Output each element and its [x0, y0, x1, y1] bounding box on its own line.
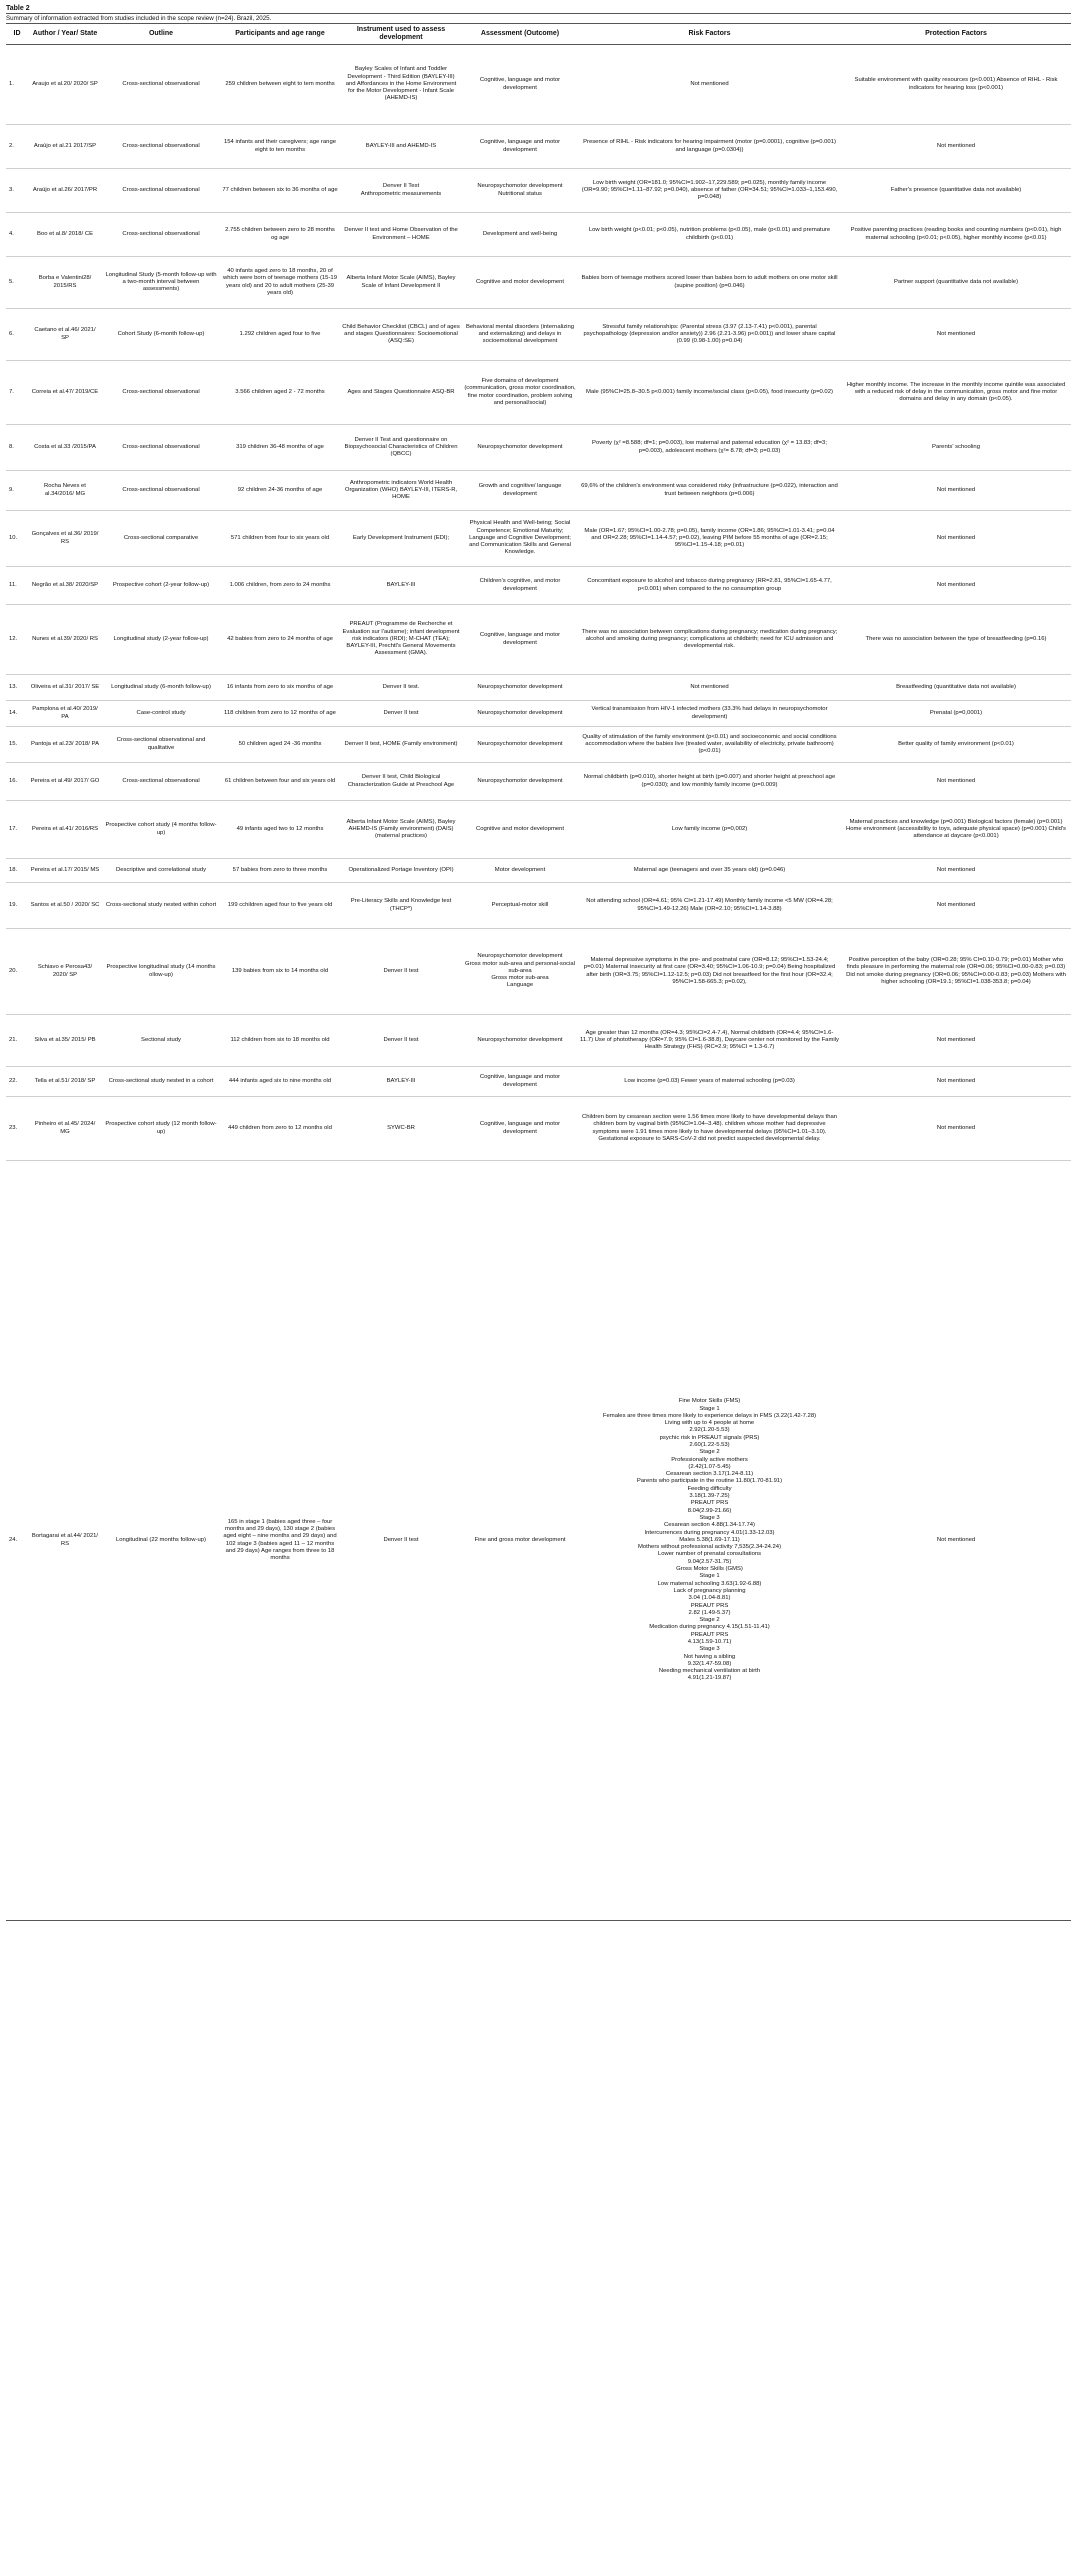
table-row — [6, 1015, 1071, 1067]
cell-risk: Low income (p=0.03) Fewer years of maternal schooling (p=0.03) — [578, 1067, 841, 1097]
header-author: Author / Year/ State — [28, 24, 102, 45]
cell-participants: 118 children from zero to 12 months of age — [220, 701, 340, 727]
cell-author: Santos et al.50 / 2020/ SC — [28, 883, 102, 929]
cell-risk: Age greater than 12 months (OR=4.3; 95%CI=2.4-7.4), Normal childbirth (OR=4.4; 95%CI=1.6-11.7) Use of phototherapy (OR=7.9; 95% CI=1.6-38.8), Daycare center not monitored by the Family Health Strategy (FHS) (RC=2.9; 95%CI = 1.3-6.7) — [578, 1015, 841, 1067]
cell-line: Stage 2 — [699, 1617, 720, 1624]
cell-author: Borba e Valentini28/ 2015/RS — [28, 257, 102, 309]
cell-instrument: PREAUT (Programme de Recherche et Evaluation sur l'autisme); infant development risk indicators (IRDI); M-CHAT (TEA); BAYLEY-III, Prechtl's General Movements Assessment (GMA). — [340, 605, 462, 675]
cell-id: 8. — [6, 425, 28, 471]
cell-id: 9. — [6, 471, 28, 511]
cell-protection: Positive perception of the baby (OR=0.28; 95% CI=0.10-0.79; p=0.01) Mother who finds pleasure in performing the maternal role (OR=0.06; 95%CI=0.00-0.83; p=0.03) Did not smoke during pregnancy (OR=0.06; 95%CI=0.00-0.83; p=0.03) Mothers with higher schooling (OR=19.1; 95%CI=1.038-353.8; p=0.04) — [841, 929, 1071, 1015]
cell-line: Anthropometric measurements — [360, 190, 442, 197]
cell-line: Nutritional status — [498, 190, 542, 197]
cell-risk — [578, 1161, 841, 1921]
cell-protection: Not mentioned — [841, 471, 1071, 511]
header-risk: Risk Factors — [578, 24, 841, 45]
cell-protection: Higher monthly income. The increase in the monthly income quintile was associated with a reduced risk of delay in the communication, gross motor and fine motor domains and delay in any domain (p<0.05). — [841, 361, 1071, 425]
cell-line: 4.91(1.21-19.87) — [687, 1675, 732, 1682]
cell-line: Stage 3 — [699, 1514, 720, 1521]
cell-author: Pantoja et al.23/ 2018/ PA — [28, 727, 102, 763]
cell-instrument: Denver II test, Child Biological Characterization Guide at Preschool Age — [340, 763, 462, 801]
cell-author: Araújo et al.21 2017/SP — [28, 125, 102, 169]
cell-author: Pamplona et al.40/ 2019/ PA — [28, 701, 102, 727]
cell-line: PREAUT PRS — [690, 1500, 729, 1507]
cell-line: Living with up to 4 people at home — [664, 1420, 755, 1427]
cell-instrument: Alberta Infant Motor Scale (AIMS), Bayley Scale of Infant Development II — [340, 257, 462, 309]
cell-outcome: Neuropsychomotor development — [462, 675, 578, 701]
cell-protection: Suitable environment with quality resources (p<0.001) Absence of RIHL - Risk indicators for hearing loss (p<0.001) — [841, 45, 1071, 125]
cell-instrument: Denver II test — [340, 701, 462, 727]
cell-protection: Positive parenting practices (reading books and counting numbers (p<0.01), high maternal schooling (p<0.01; p<0.05), higher monthly income (p<0.01) — [841, 213, 1071, 257]
cell-instrument: Alberta Infant Motor Scale (AIMS), Bayley AHEMD-IS (Family environment) (DAIS) (maternal practices) — [340, 801, 462, 859]
cell-risk: Male (OR=1.67; 95%CI=1.00-2.78; p=0.05), family income (OR=1.86; 95%CI=1.01-3.41; p=0.04 and OR=2.28; 95%CI=1.14-4.57; p=0.02), leaving PIM before 55 months of age (OR=2.15; 95%CI=1.15-4.18; p=0.01) — [578, 511, 841, 567]
cell-id: 7. — [6, 361, 28, 425]
cell-id: 13. — [6, 675, 28, 701]
table-row — [6, 859, 1071, 883]
cell-risk: Not attending school (OR=4.61; 95% CI=1.21-17.49) Monthly family income <5 MW (OR=4.28; 95%CI=1.49-12.26) Male (OR=2.10; 95%CI=1.14-3.88) — [578, 883, 841, 929]
table-row — [6, 425, 1071, 471]
cell-outcome: Motor development — [462, 859, 578, 883]
cell-line: 9.32(1.47-59.08) — [687, 1660, 732, 1667]
cell-author: Nunes et al.39/ 2020/ RS — [28, 605, 102, 675]
cell-participants: 57 babies from zero to three months — [220, 859, 340, 883]
table-row — [6, 125, 1071, 169]
cell-line: Males 5.38(1.69-17.11) — [679, 1536, 740, 1543]
cell-protection: Prenatal (p=0,0001) — [841, 701, 1071, 727]
cell-outcome: Cognitive, language and motor development — [462, 125, 578, 169]
review-table — [6, 23, 1071, 1921]
cell-line: Feeding difficulty — [687, 1485, 732, 1492]
cell-instrument: BAYLEY-III and AHEMD-IS — [340, 125, 462, 169]
cell-protection: Parents' schooling — [841, 425, 1071, 471]
cell-risk: Poverty (χ² =8.588; df=1; p=0.003), low maternal and paternal education (χ² = 13.83; df=3; p=0.003), adolescent mothers (χ²= 8.78; df=3; p=0.03) — [578, 425, 841, 471]
cell-id: 2. — [6, 125, 28, 169]
cell-participants: 1.006 children, from zero to 24 months — [220, 567, 340, 605]
cell-line: Cesarean section 3.17(1.24-8.11) — [665, 1471, 754, 1478]
cell-protection: Breastfeeding (quantitative data not available) — [841, 675, 1071, 701]
cell-protection: Not mentioned — [841, 763, 1071, 801]
cell-line: Parents who participate in the routine 11.80(1.70-81.91) — [636, 1478, 783, 1485]
table-row — [6, 605, 1071, 675]
header-id: ID — [6, 24, 28, 45]
cell-line: Stage 1 — [699, 1573, 720, 1580]
cell-id: 6. — [6, 309, 28, 361]
cell-id: 4. — [6, 213, 28, 257]
cell-outcome: Neuropsychomotor development — [462, 1015, 578, 1067]
cell-instrument: BAYLEY-III — [340, 1067, 462, 1097]
cell-line: Gross motor sub-area — [491, 975, 549, 982]
cell-line: Intercurrences during pregnancy 4.01(1.33-12.03) — [644, 1529, 775, 1536]
cell-line: 2.60(1.22-5.53) — [689, 1441, 730, 1448]
cell-protection: There was no association between the type of breastfeeding (p=0.16) — [841, 605, 1071, 675]
cell-author: Silva et al.35/ 2015/ PB — [28, 1015, 102, 1067]
cell-instrument: Denver II Test and questionnaire on Biopsychosocial Characteristics of Children (QBCC) — [340, 425, 462, 471]
cell-outline: Cross-sectional study nested in a cohort — [102, 1067, 220, 1097]
cell-line: 3.04 (1.04-8.81) — [688, 1595, 731, 1602]
cell-line: psychic risk in PREAUT signals (PRS) — [659, 1434, 760, 1441]
cell-line: Cesarean section 4.88(1.34-17.74) — [663, 1522, 756, 1529]
cell-id: 17. — [6, 801, 28, 859]
cell-participants: 49 infants aged two to 12 months — [220, 801, 340, 859]
cell-participants: 50 children aged 24 -36 months — [220, 727, 340, 763]
cell-id: 10. — [6, 511, 28, 567]
cell-outcome: Five domains of development (communication, gross motor coordination, fine motor coordination, problem solving and personal/social) — [462, 361, 578, 425]
cell-outcome: Physical Health and Well-being; Social Competence; Emotional Maturity; Language and Cognitive Development; and Communication Skills and General Knowledge. — [462, 511, 578, 567]
cell-author: Costa et al.33 /2015/PA — [28, 425, 102, 471]
header-instrument: Instrument used to assess development — [340, 24, 462, 45]
cell-instrument: BAYLEY-III — [340, 567, 462, 605]
cell-id: 22. — [6, 1067, 28, 1097]
table-row — [6, 169, 1071, 213]
cell-outcome: Perceptual-motor skill — [462, 883, 578, 929]
cell-line: Low maternal schooling 3.63(1.92-6.88) — [657, 1580, 762, 1587]
cell-id: 16. — [6, 763, 28, 801]
cell-risk: Babies born of teenage mothers scored lower than babies born to adult mothers on one motor skill (supine position) (p=0.046) — [578, 257, 841, 309]
cell-id: 20. — [6, 929, 28, 1015]
cell-participants: 444 infants aged six to nine months old — [220, 1067, 340, 1097]
cell-instrument: Denver II test — [340, 1161, 462, 1921]
cell-instrument — [340, 169, 462, 213]
table-row — [6, 567, 1071, 605]
cell-protection: Not mentioned — [841, 511, 1071, 567]
cell-outline: Cross-sectional observational — [102, 471, 220, 511]
cell-id: 21. — [6, 1015, 28, 1067]
cell-outcome: Neuropsychomotor development — [462, 727, 578, 763]
cell-author: Rocha Neves et al.34/2016/ MG — [28, 471, 102, 511]
cell-outcome: Growth and cognitive/ language development — [462, 471, 578, 511]
cell-outline: Cohort Study (6-month follow-up) — [102, 309, 220, 361]
table-row — [6, 257, 1071, 309]
cell-risk: Presence of RIHL - Risk indicators for hearing impairment (motor (p=0.0001), cognitive (p=0.001) and language (p=0.0304)) — [578, 125, 841, 169]
cell-id: 18. — [6, 859, 28, 883]
cell-outcome: Cognitive, language and motor development — [462, 1097, 578, 1161]
cell-risk: Maternal age (teenagers and over 35 years old) (p=0.046) — [578, 859, 841, 883]
cell-risk: Stressful family relationships: (Parental stress (3.97 (2.13-7.41) p<0.001), parental psychopathology (depression and/or anxiety)) 2.96 (2.21-3.96) p<0.001)) and lower share capital (0.99 (0.98-1.00) p=0.04) — [578, 309, 841, 361]
cell-protection: Partner support (quantitative data not available) — [841, 257, 1071, 309]
table-row — [6, 675, 1071, 701]
cell-outcome: Neuropsychomotor development — [462, 763, 578, 801]
cell-author: Caetano et al.46/ 2021/ SP — [28, 309, 102, 361]
cell-participants: 319 children 36-48 months of age — [220, 425, 340, 471]
cell-outline: Prospective longitudinal study (14 months ollow-up) — [102, 929, 220, 1015]
table-row — [6, 801, 1071, 859]
cell-participants: 165 in stage 1 (babies aged three – four months and 29 days), 130 stage 2 (babies aged eight – nine months and 29 days) and 102 stage 3 (babies aged 11 – 12 months and 29 days) Age ranges from three to 18 months — [220, 1161, 340, 1921]
cell-outline: Descriptive and correlational study — [102, 859, 220, 883]
cell-instrument: Denver II test — [340, 929, 462, 1015]
cell-outline: Prospective cohort (2-year follow-up) — [102, 567, 220, 605]
cell-line: Fine Motor Skills (FMS) — [678, 1398, 741, 1405]
cell-outline: Cross-sectional observational and qualitative — [102, 727, 220, 763]
cell-line: Professionally active mothers — [671, 1456, 748, 1463]
cell-author: Pinheiro et al.45/ 2024/ MG — [28, 1097, 102, 1161]
header-outcome: Assessment (Outcome) — [462, 24, 578, 45]
cell-participants: 2.755 children between zero to 28 months og age — [220, 213, 340, 257]
cell-risk: Quality of stimulation of the family environment (p<0.01) and socioeconomic and social conditions accommodation where the babies live (treated water, availability of electricity, private bathroom) (p<0.01) — [578, 727, 841, 763]
cell-outcome: Neuropsychomotor development — [462, 701, 578, 727]
cell-outcome — [462, 169, 578, 213]
cell-protection: Better quality of family environment (p<0.01) — [841, 727, 1071, 763]
table-row — [6, 763, 1071, 801]
cell-participants: 16 infants from zero to six months of age — [220, 675, 340, 701]
header-participants: Participants and age range — [220, 24, 340, 45]
table-row — [6, 511, 1071, 567]
cell-outline: Longitudinal (22 months follow-up) — [102, 1161, 220, 1921]
cell-line: 9.04(2.57-31.75) — [687, 1558, 732, 1565]
cell-outline: Cross-sectional observational — [102, 361, 220, 425]
cell-line: 2.82 (1.49-5.37) — [688, 1609, 731, 1616]
cell-risk: Not mentioned — [578, 675, 841, 701]
cell-author: Pereira et al.49/ 2017/ GO — [28, 763, 102, 801]
cell-instrument: Anthropometric indicators World Health Organization (WHO) BAYLEY-III, ITERS-R, HOME — [340, 471, 462, 511]
cell-risk: Low birth weight (p<0.01; p<0.05), nutrition problems (p<0.05), male (p<0.01) and premature childbirth (p<0.01) — [578, 213, 841, 257]
cell-outline: Prospective cohort study (4 months follow-up) — [102, 801, 220, 859]
cell-instrument: Denver II test, HOME (Family environment) — [340, 727, 462, 763]
cell-line: 2.92(1.20-5.53) — [689, 1427, 730, 1434]
cell-id: 14. — [6, 701, 28, 727]
cell-outcome: Development and well-being — [462, 213, 578, 257]
cell-id: 24. — [6, 1161, 28, 1921]
cell-risk: Low birth weight (OR=181.0; 95%CI=1.902–17,229.589; p=0.025), monthly family income (OR=9.90; 95%CI=1.11–87.92; p=0.040), absence of father (OR=34.51; 95%CI=1.033–1,153.490, p=0.048) — [578, 169, 841, 213]
table-caption: Summary of information extracted from studies included in the scope review (n=24). Brazil, 2025. — [6, 13, 1071, 23]
cell-outline: Cross-sectional observational — [102, 125, 220, 169]
cell-risk: Not mentioned — [578, 45, 841, 125]
cell-outline: Longitudinal study (6-month follow-up) — [102, 675, 220, 701]
cell-participants: 1.292 children aged four to five — [220, 309, 340, 361]
cell-participants: 40 infants aged zero to 18 months, 20 of which were born of teenage mothers (15-19 years old) and 20 to adult mothers (25-39 years old) — [220, 257, 340, 309]
cell-participants: 92 children 24-36 months of age — [220, 471, 340, 511]
cell-line: Language — [506, 982, 534, 989]
cell-instrument: Denver II test. — [340, 675, 462, 701]
cell-line: 8.04(2.99-21.66) — [687, 1507, 732, 1514]
cell-line: PREAUT PRS — [690, 1602, 729, 1609]
cell-line: Gross motor sub-area and personal-social sub-area — [464, 960, 575, 974]
cell-outcome: Cognitive, language and motor development — [462, 45, 578, 125]
cell-risk: There was no association between complications during pregnancy; medication during pregnancy; alcohol and smoking during pregnancy; complications at childbirth; need for ICU admission and developmental risk. — [578, 605, 841, 675]
cell-outcome: Cognitive and motor development — [462, 257, 578, 309]
cell-risk: 69,6% of the children's environment was considered risky (infrastructure (p=0.022), interaction and trust between neighbors (p=0.006) — [578, 471, 841, 511]
cell-author: Araujo et al.20/ 2020/ SP — [28, 45, 102, 125]
cell-protection: Not mentioned — [841, 1097, 1071, 1161]
cell-line: Needing mechanical ventilation at birth — [658, 1668, 761, 1675]
cell-line: 3.18(1.39-7.25) — [689, 1493, 730, 1500]
table-row — [6, 213, 1071, 257]
cell-protection: Father's presence (quantitative data not available) — [841, 169, 1071, 213]
cell-risk: Low family income (p=0,002) — [578, 801, 841, 859]
cell-outcome: Behavioral mental disorders (internalizing and externalizing) and delays in socioemotional development — [462, 309, 578, 361]
cell-outline: Sectional study — [102, 1015, 220, 1067]
cell-outline: Cross-sectional observational — [102, 763, 220, 801]
cell-line: Not having a sibling — [683, 1653, 736, 1660]
cell-line: Females are three times more likely to experience delays in FMS (3.22(1.42-7.28) — [602, 1412, 817, 1419]
cell-instrument: Child Behavior Checklist (CBCL) and of ages and stages Questionnaires: Socioemotional (ASQ:SE) — [340, 309, 462, 361]
table-label: Table 2 — [6, 5, 30, 12]
cell-outline: Case-control study — [102, 701, 220, 727]
cell-outcome: Fine and gross motor development — [462, 1161, 578, 1921]
cell-participants: 139 babies from six to 14 months old — [220, 929, 340, 1015]
cell-line: Stage 3 — [699, 1646, 720, 1653]
cell-instrument: Early Development Instrument (EDI); — [340, 511, 462, 567]
cell-line: Stage 1 — [699, 1405, 720, 1412]
cell-author: Pereira et al.17/ 2015/ MS — [28, 859, 102, 883]
table-row — [6, 727, 1071, 763]
cell-id: 11. — [6, 567, 28, 605]
cell-protection: Maternal practices and knowledge (p=0.001) Biological factors (female) (p=0.001) Home environment (accessibility to toys, adequate physical space) (p=0.001) Child's attendance at daycare (p<0.001) — [841, 801, 1071, 859]
cell-author: Schiavo e Perosa43/ 2020/ SP — [28, 929, 102, 1015]
cell-protection: Not mentioned — [841, 1015, 1071, 1067]
table-row — [6, 471, 1071, 511]
cell-author: Oliveira et al.31/ 2017/ SE — [28, 675, 102, 701]
cell-id: 19. — [6, 883, 28, 929]
cell-author: Araújo et al.26/ 2017/PR — [28, 169, 102, 213]
cell-line: Gross Motor Skills (GMS) — [676, 1566, 743, 1573]
cell-outcome: Children's cognitive, and motor development — [462, 567, 578, 605]
cell-id: 3. — [6, 169, 28, 213]
cell-line: PREAUT PRS — [690, 1631, 729, 1638]
cell-line: (2.42(1.07-5.45) — [688, 1463, 731, 1470]
cell-participants: 154 infants and their caregivers; age range eight to ten months — [220, 125, 340, 169]
cell-id: 15. — [6, 727, 28, 763]
cell-outline: Cross-sectional observational — [102, 425, 220, 471]
cell-outline: Longitudinal Study (5-month follow-up with a two-month interval between assessments) — [102, 257, 220, 309]
cell-author: Negrão et al.38/ 2020/SP — [28, 567, 102, 605]
cell-risk: Vertical transmission from HIV-1 infected mothers (33.3% had delays in neuropsychomotor development) — [578, 701, 841, 727]
cell-protection: Not mentioned — [841, 125, 1071, 169]
cell-line: 4.13(1.59-10.71) — [687, 1639, 732, 1645]
header-outline: Outline — [102, 24, 220, 45]
cell-participants: 3.566 children aged 2 - 72 months — [220, 361, 340, 425]
cell-risk: Male (95%CI=25.8–30.5 p<0.001) family income/social class (p<0.05), food insecurity (p=0.02) — [578, 361, 841, 425]
cell-outline: Cross-sectional observational — [102, 45, 220, 125]
cell-line: Neuropsychomotor development — [477, 183, 563, 190]
cell-participants: 571 children from four to six years old — [220, 511, 340, 567]
cell-participants: 259 children between eight to tem months — [220, 45, 340, 125]
table-row — [6, 309, 1071, 361]
cell-protection: Not mentioned — [841, 309, 1071, 361]
cell-participants: 112 children from six to 18 months old — [220, 1015, 340, 1067]
table-body — [6, 45, 1071, 1921]
cell-risk: Normal childbirth (p=0.010), shorter height at birth (p=0.007) and shorter height at preschool age (p=0.030); and low monthly family income (p=0.009) — [578, 763, 841, 801]
cell-outcome: Cognitive, language and motor development — [462, 1067, 578, 1097]
cell-risk: Concomitant exposure to alcohol and tobacco during pregnancy (RR=2.81, 95%CI=1.65-4.77, p<0.001) when compared to the no consumption group — [578, 567, 841, 605]
cell-author: Tella et al.51/ 2018/ SP — [28, 1067, 102, 1097]
cell-outline: Cross-sectional study nested within cohort — [102, 883, 220, 929]
table-row — [6, 701, 1071, 727]
table-row — [6, 1161, 1071, 1921]
table-row — [6, 929, 1071, 1015]
cell-risk: Maternal depressive symptoms in the pre- and postnatal care (OR=8.12; 95%CI=1.53-24.4; p=0.01) Maternal insecurity at first care (OR=3.40; 95%CI=1.06-10.9; p=0.04) Being hospitalized after birth (OR=3.75; 95%CI=1.12-12.5; p=0.03) Did not breastfeed for the first hour (OR=32.4; 95%CI=1.58-665.3; p=0.02), — [578, 929, 841, 1015]
cell-author: Correia et al.47/ 2019/CE — [28, 361, 102, 425]
cell-outline: Longitudinal study (2-year follow-up) — [102, 605, 220, 675]
cell-instrument: Denver II test — [340, 1015, 462, 1067]
cell-participants: 199 cchildren aged four to five years old — [220, 883, 340, 929]
table-row — [6, 1097, 1071, 1161]
cell-instrument: Pre-Literacy Skills and Knowledge test (THCP*) — [340, 883, 462, 929]
cell-outcome: Neuropsychomotor development — [462, 425, 578, 471]
table-row — [6, 45, 1071, 125]
cell-outline: Cross-sectional observational — [102, 213, 220, 257]
cell-risk: Children born by cesarean section were 1.56 times more likely to have developmental delays than children born by vaginal birth (95%CI=1.04–3.48). children whose mother had depressive symptoms were 1.91 times more likely to have developmental delays (95%CI=1.01–3.10). Gestational exposure to SARS-CoV-2 did not predict suspected developmental delay. — [578, 1097, 841, 1161]
table-header-row — [6, 24, 1071, 45]
cell-outcome: Cognitive and motor development — [462, 801, 578, 859]
cell-outcome: Cognitive, language and motor development — [462, 605, 578, 675]
cell-line: Denver II Test — [382, 183, 420, 190]
table-row — [6, 883, 1071, 929]
cell-protection: Not mentioned — [841, 1067, 1071, 1097]
table-row — [6, 361, 1071, 425]
cell-author: Pereira et al.41/ 2016/RS — [28, 801, 102, 859]
cell-instrument: Ages and Stages Questionnaire ASQ-BR — [340, 361, 462, 425]
cell-author: Gonçalves et al.36/ 2019/ RS — [28, 511, 102, 567]
cell-participants: 77 children between six to 36 months of age — [220, 169, 340, 213]
cell-protection: Not mentioned — [841, 567, 1071, 605]
cell-line: Medication during pregnancy 4.15(1.51-11.41) — [649, 1624, 770, 1631]
cell-line: Stage 2 — [699, 1449, 720, 1456]
cell-id: 5. — [6, 257, 28, 309]
cell-outcome — [462, 929, 578, 1015]
cell-outline: Cross-sectional comparative — [102, 511, 220, 567]
cell-id: 12. — [6, 605, 28, 675]
cell-outline: Prospective cohort study (12 month follow-up) — [102, 1097, 220, 1161]
cell-participants: 449 children from zero to 12 months old — [220, 1097, 340, 1161]
cell-instrument: Bayley Scales of Infant and Toddler Development - Third Edition (BAYLEY-III) and Affordances in the Home Environment for the Motor Development - Infant Scale (AHEMD-IS) — [340, 45, 462, 125]
cell-protection: Not mentioned — [841, 883, 1071, 929]
cell-author: Boo et al.8/ 2018/ CE — [28, 213, 102, 257]
cell-protection: Not mentioned — [841, 859, 1071, 883]
cell-author: Bortagarai et al.44/ 2021/ RS — [28, 1161, 102, 1921]
cell-instrument: SYWC-BR — [340, 1097, 462, 1161]
cell-participants: 42 babies from zero to 24 months of age — [220, 605, 340, 675]
cell-line: Neuropsychomotor development — [477, 953, 563, 960]
cell-id: 1. — [6, 45, 28, 125]
cell-line: Mothers without professional activity 7,535(2.34-24.24) — [637, 1544, 782, 1551]
cell-instrument: Operationalized Portage Inventory (OPI) — [340, 859, 462, 883]
cell-line: Lower number of prenatal consultations — [657, 1551, 762, 1558]
cell-instrument: Denver II test and Home Observation of the Environment – HOME — [340, 213, 462, 257]
cell-outline: Cross-sectional observational — [102, 169, 220, 213]
cell-line: Lack of pregnancy planning — [673, 1587, 746, 1594]
table-row — [6, 1067, 1071, 1097]
cell-protection: Not mentioned — [841, 1161, 1071, 1921]
cell-participants: 61 children between four and six years old — [220, 763, 340, 801]
cell-id: 23. — [6, 1097, 28, 1161]
header-protection: Protection Factors — [841, 24, 1071, 45]
